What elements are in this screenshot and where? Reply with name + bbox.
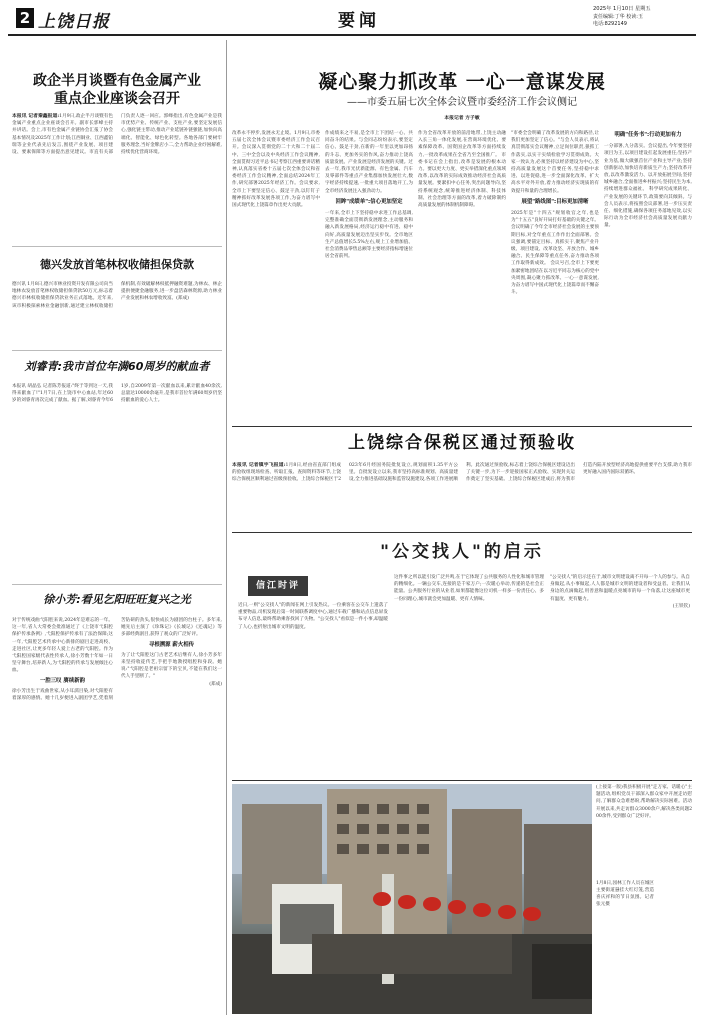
- lead-col-5b-text: 科学研究成果转化、产业发展的关键环节,政策要向其倾斜。与会人员表示,将按照会议部署,进一步压实责任、细化措施,确保各项任务落地见效,以实际行动为全市经济社会高质量发展贡献力量。: [604, 187, 692, 229]
- section-title: 要闻: [338, 11, 380, 31]
- article-title-metals-line2: 重点企业座谈会召开: [54, 91, 180, 107]
- bonded-zone-text: 1月8日,经由省直部门组成的验收组现场检查、听取汇报、查阅资料等环节,上饶综合保税区顺利通过省级预验收。上饶综合保税区于2023年6月经国务院批复设立,规划面积1.35平方公里。自批复设立以来,我市坚持高标准规划、高质量建设,全力推进基础设施和监管设施建设,各项工作进展顺利。此次通过预验收,标志着上饶综合保税区建设迈出了关键一步,为下一步迎接国家正式验收、实现封关运作奠定了坚实基础。上饶综合保税区建成后,将为我市打造内陆开放型经济高地提供重要平台支撑,助力我市更好融入国内国际双循环。: [232, 463, 692, 483]
- lead-col-3-text: 作为全省改革开放的前沿地带,上饶主动融入长三角一体化发展,在营商环境优化、要素保障改革、国资国企改革等方面持续发力,一批改革成果在全省乃至全国推广。: [418, 131, 506, 158]
- article-subhead-opera-1: 一腔三叹 赓续新韵: [39, 677, 85, 684]
- bonded-zone-body: [232, 462, 692, 526]
- lead-col-5: [604, 130, 692, 420]
- lead-col-4-text: "市委全会明确了改革发展的方向和路径,让我们更加坚定了信心。"与会人员表示,将认真贯彻落实会议精神,立足岗位职责,狠抓工作落实,以实干实绩检验学习贯彻成效。大家一致认为,必须坚持以经济建设为中心,坚持高质量发展这个首要任务,坚持稳中求进、以进促稳,进一步全面深化改革、扩大高水平对外开放,着力推动经济实现质的有效提升和量的合理增长。: [511, 131, 599, 194]
- lead-col-5-text: 一分部署,九分落实。会议提出,今年要坚持项目为王,以项目建设扛起发展重任;坚持产业为基,做大做强首位产业和主导产业;坚持创新驱动,加快培育新质生产力;坚持改革开放,以改革激发活力、以开放拓展空间;坚持城乡融合,全面推进乡村振兴;坚持民生为本,持续增进群众福祉。: [604, 144, 692, 193]
- lead-col-4: [511, 130, 599, 420]
- commentary-col-1: [238, 602, 388, 776]
- commentary-col-2: [394, 574, 544, 776]
- column-label-block: [248, 576, 308, 596]
- lead-col-2: [325, 130, 413, 420]
- article-body-forest: 德兴讯 1月8日,德兴市林业投资开发有限公司向当地林农发放首笔林权收储担保贷款50万元,标志着德兴市林权收储担保贷款业务正式落地。近年来,该市积极探索林业金融创新,通过建立林权收储担保机制,有效破解林权抵押融资难题,为林农、林企提供便捷金融服务,进一步盘活森林资源,助力林业产业发展和林农增收致富。(郑成): [12, 282, 222, 309]
- masthead-rule: [8, 34, 696, 36]
- lead-article-subtitle: ——市委五届七次全体会议暨市委经济工作会议侧记: [347, 97, 577, 108]
- bonded-zone-title: 上饶综合保税区通过预验收: [348, 433, 576, 453]
- lead-col-4c-text: 会议号召,全市上下要更加紧密地团结在以习近平同志为核心的党中央周围,凝心聚力抓改革、一心一意谋发展,为奋力谱写中国式现代化上饶篇章而不懈奋斗。: [511, 261, 599, 296]
- commentary-text-3: "公交找人"的启示还在于,城市文明建设离不开每一个人的参与。从自身做起,从小事做起,人人都是城市文明的建设者和受益者。让我们从身边的点滴做起,用善意和温暖点亮城市的每一个角落,让这座城市更有温度、更有魅力。: [550, 575, 690, 602]
- article-title-metals-line1: 政企半月谈暨有色金属产业: [33, 73, 201, 89]
- lead-subhead-1: 回眸"成绩单":信心更加坚定: [335, 198, 403, 205]
- email-line: 电话:8292149: [593, 21, 627, 27]
- article-title-forest: 德兴发放首笔林权收储担保贷款: [40, 258, 194, 271]
- article-body-opera: [12, 617, 222, 1013]
- divider-1: [12, 246, 222, 247]
- lead-col-1-text: 改革永不停步,发展永无止境。1月9日,市委五届七次全体会议暨市委经济工作会议召开。会议深入贯彻党的二十大和二十届二中、三中全会以及中央经济工作会议精神,全面贯彻习近平总书记考察江西重要讲话精神,认真落实省委十五届七次全体会议和省委经济工作会议精神,全面总结2024年工作,研究部署2025年经济工作。会议要求,全市上下要坚定信心、鼓足干劲,以钉钉子精神抓好改革发展各项工作,为奋力谱写中国式现代化上饶篇章作出更大贡献。: [232, 131, 320, 209]
- lead-article-title: 凝心聚力抓改革 一心一意谋发展: [318, 71, 606, 93]
- photo-caption: 1月8日,园林工作人员在城区主要街道悬挂大红灯笼,营造喜庆祥和的节日氛围。记者 张元摄: [596, 881, 654, 907]
- column-divider-left: [226, 40, 227, 1015]
- lead-col-2-text: 作成绩来之不易,是全市上下团结一心、共同奋斗的结果。与会同志纷纷表示,要坚定信心、鼓足干劲,在新的一年里以更加昂扬的斗志、更加务实的作风,奋力推动上饶高质量发展。产业发展是经济发展的关键。过去一年,我市光伏新能源、有色金属、汽车及零部件等重点产业集群加快发展壮大,数字经济持续提速,一批重大项目落地开工,为全市经济发展注入强劲动力。: [325, 131, 413, 194]
- commentary-text-1: 近日,一则"公交找人"的新闻在网上引发热议。一位乘客在公交车上遗落了重要物品,司机发现后第一时间联系调度中心,通过车载广播和站点信息屏发布寻人信息,最终帮助乘客找回了失物。"公交找人"看似是一件小事,却温暖了人心,也折射出城市文明的温度。: [238, 603, 388, 630]
- article-text-metals: 1月9日,政企半月谈暨有色金属产业重点企业座谈会召开。副市长郭峰主持并讲话。会上,市有色金属产业链协会汇报了协会基本情况及2025年工作计划;江西铜业、江西鑫铂瑞等企业代表先后发言,围绕产业发展、项目建设、要素保障等方面提出意见建议。市直有关部门负责人逐一回应。郭峰指出,有色金属产业是我市优势产业、传统产业、支柱产业,要坚定发展信心,强化链主带动,推动产业延链补链强链,加快向高端化、智能化、绿色化转型。各地各部门要树牢服务理念,当好金牌店小二,全力帮助企业纾困解难,持续优化营商环境。: [12, 114, 222, 156]
- lead-col-2b-text: 一年来,全市上下坚持稳中求进工作总基调,完整准确全面贯彻新发展理念,主动服务和融入新发展格局,经济运行稳中有进、稳中向好,高质量发展迈出坚实步伐。全市地区生产总值增长5.5%左右,规上工业增加值、社会消费品零售总额等主要经济指标增速位居全省前列。: [325, 211, 413, 260]
- side-column-text: (上接第一版)我县积极开展"走万家、话暖心"主题活动,组织党员干部深入群众家中开展走访慰问,了解群众急难愁盼,帮助解决实际困难。活动开展以来,共走访群众3000余户,解决各类问题200余件,受到群众广泛好评。: [596, 785, 692, 819]
- article-title-opera: 徐小芳:看见乞阳旺旺复兴之光: [43, 593, 191, 606]
- street-photo-illustration: [232, 784, 592, 1014]
- divider-comment: [232, 780, 692, 781]
- paper-name-logo: 上饶日报: [38, 12, 110, 32]
- lead-article-byline: 本报记者 方子敏: [444, 115, 480, 121]
- commentary-text-2: 这件事之所以能引发广泛共鸣,在于它体现了公共服务的人性化和城市管理的精细化。一辆公交车,连接的是千家万户;一次暖心举动,传递的是社会正能量。公共服务行业的从业者,如果都能像这位司机一样多一份责任心、多一份同理心,城市就会更加温暖、更有人情味。: [394, 575, 544, 602]
- lead-col-3: [418, 130, 506, 420]
- commentary-col-3: [550, 574, 690, 776]
- divider-2: [12, 350, 222, 351]
- lead-subhead-2: 展望"路线图":目标更加清晰: [521, 198, 589, 205]
- commentary-title: "公交找人"的启示: [380, 542, 544, 562]
- masthead: [8, 6, 696, 32]
- article-body-metals: [12, 113, 222, 241]
- page-number-badge: 2: [16, 8, 34, 28]
- lead-col-4b-text: 2025年是"十四五"规划收官之年,也是为"十五五"良好开局打好基础的关键之年。会议明确了今年全市经济社会发展的主要预期目标,对全年重点工作作出全面部署。会议强调,要锚定目标、真抓实干,聚焦产业升级、项目建设、改革攻坚、开放合作、城乡融合、民生保障等重点任务,奋力推动各项工作取得新成效。: [511, 211, 599, 267]
- divider-lead: [232, 426, 692, 427]
- lead-article-body: [232, 126, 692, 422]
- bonded-zone-byline: 本报讯 记者镇宇飞报道:: [232, 462, 286, 468]
- article-body-blood: 本报讯 胡晶弘 记者陈芳报道:"终于等到这一天,我得来献血了!"1月7日,在上饶市中心血站,年过60岁的刘睿青再次完成了献血。据了解,刘睿青今年61岁,自2009年第一次献血以来,累计献血40余次,总量达10000余毫升,是我市首位年满60周岁仍坚持献血的爱心人士。: [12, 384, 222, 404]
- editor-line: 责任编辑:丁华 校读:玉: [593, 14, 643, 20]
- article-footer-opera: (郑成): [209, 681, 222, 687]
- lead-col-3b-text: 市委书记在会上指出,改革是发展的根本动力。要以更大力度、更实举措深化重点领域改革,以改革的实际成效推动经济社会高质量发展。要紧扣中心任务,突出问题导向,坚持系统观念,统筹推进经济体制、科技体制、社会治理等方面的改革,着力破除制约高质量发展的体制机制障碍。: [418, 152, 506, 209]
- date-line: 2025年 1月10日 星期五: [593, 6, 651, 12]
- article-byline-metals: 本报讯 记者秦鑫报道:: [12, 113, 60, 119]
- lead-col-1: [232, 130, 320, 420]
- article-text-opera-3: 为了让弋阳腔这门古老艺术后继有人,徐小芳多年来坚持收徒传艺,手把手地教授唱腔和身段。她说:"弋阳腔是老祖宗留下的宝贝,不能在我们这一代人手里断了。": [121, 652, 222, 680]
- article-title-metals: [12, 72, 222, 108]
- divider-bonded: [232, 532, 692, 533]
- street-photo: [232, 784, 592, 1014]
- article-text-opera-1: 对于传统戏曲弋阳腔来说,2024年是难忘的一年。这一年,省人大常委会批准通过了《上饶市弋阳腔保护传承条例》,弋阳腔保护传承有了法治保障;这一年,弋阳腔艺术传承中心新排的剧目走进高校、走进社区,让更多年轻人爱上古老的弋阳腔。作为弋阳腔国家级代表性传承人,徐小芳数十年如一日坚守舞台,培养新人,为弋阳腔的传承与发展倾注心血。: [12, 618, 113, 674]
- article-title-blood: 刘睿青:我市首位年满60周岁的献血者: [24, 360, 210, 373]
- article-text-opera-2: 徐小芳出生于戏曲世家,从小耳濡目染,对弋阳腔有着深厚的感情。她十几岁便进入剧团学艺,凭着刻苦钻研的劲头,很快成长为剧团的台柱子。多年来,她先后主演了《珍珠记》《长城记》《还魂记》等多部经典剧目,获得了观众的广泛好评。: [12, 618, 222, 702]
- lead-subhead-3: 明确"任务书":行动更加有力: [614, 132, 682, 138]
- column-label: 信江时评: [255, 581, 300, 591]
- divider-3: [12, 584, 222, 585]
- commentary-footer: (王铁钦): [672, 603, 690, 609]
- article-subhead-opera-2: 寻根溯源 薪火相传: [148, 641, 194, 648]
- side-column-text-2: [656, 880, 694, 1010]
